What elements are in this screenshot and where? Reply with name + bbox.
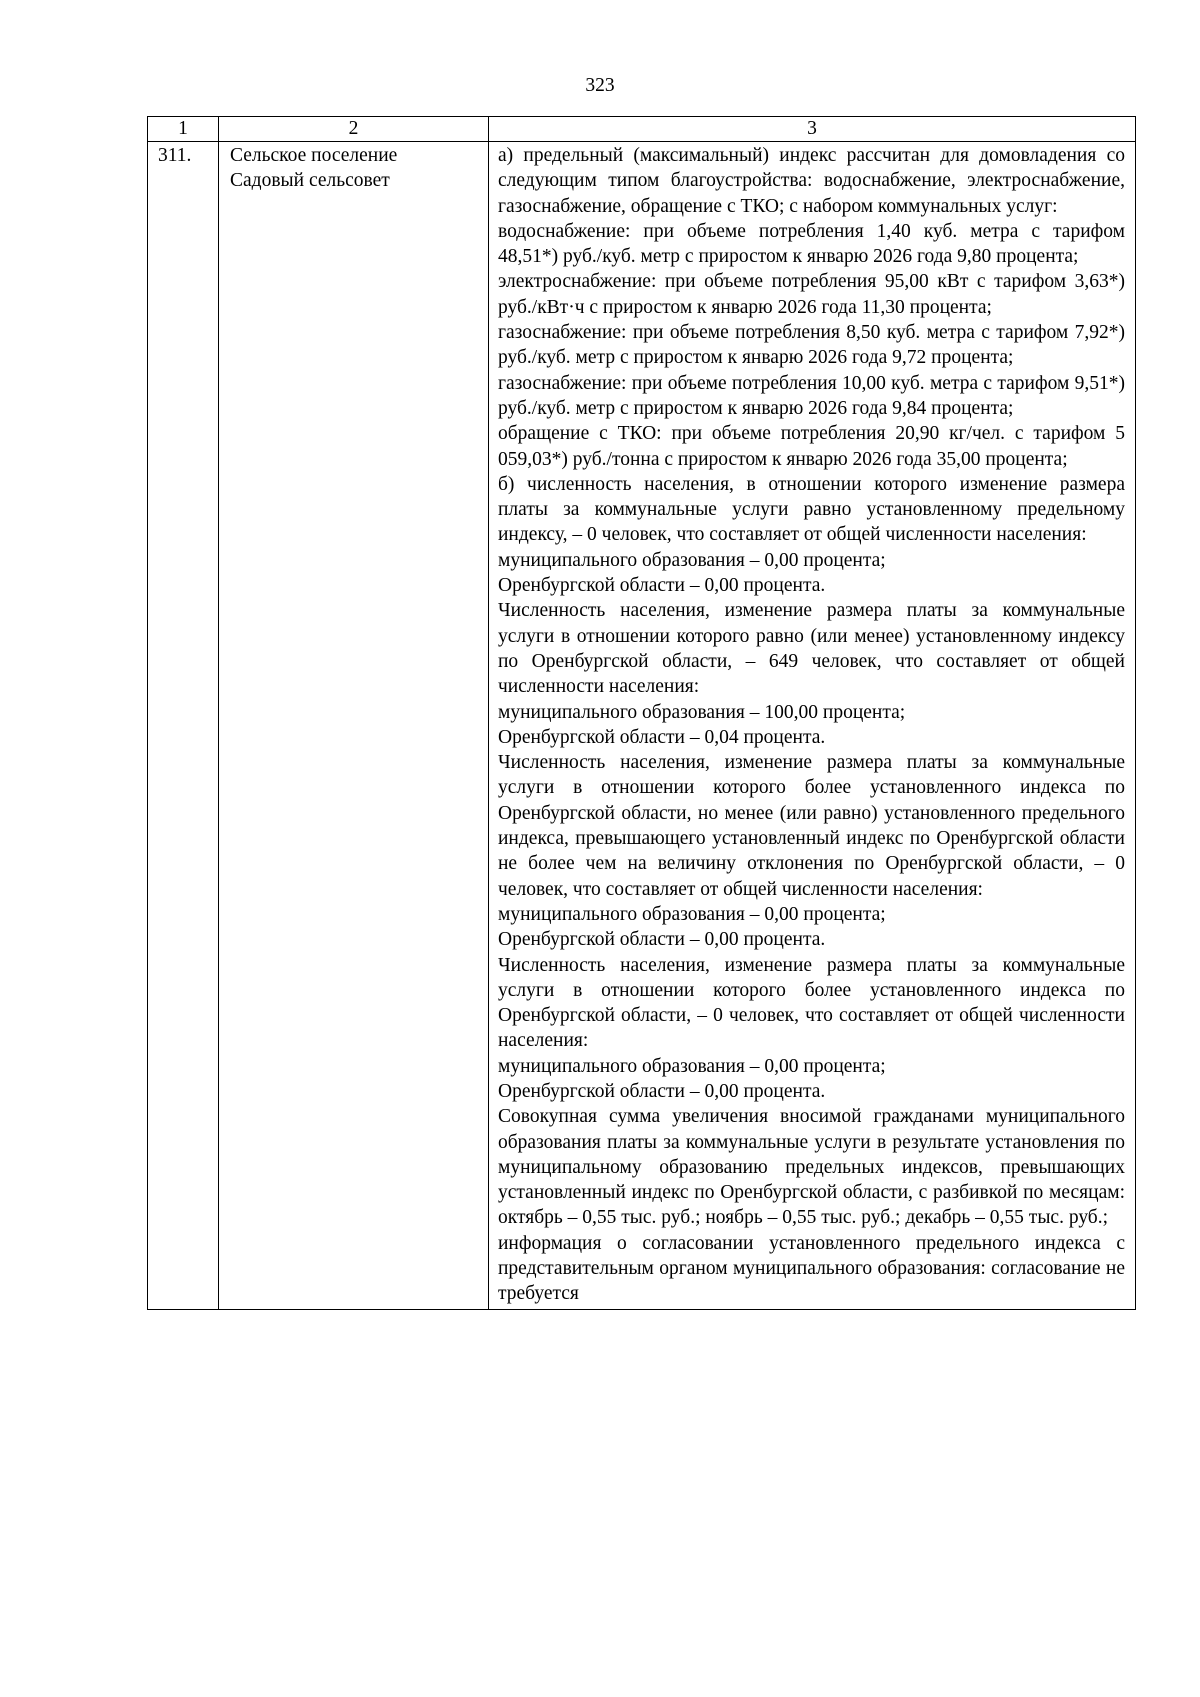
paragraph-share-municipality: муниципального образования – 0,00 процента; xyxy=(498,1055,886,1077)
paragraph-share-municipality: муниципального образования – 0,00 процента; xyxy=(498,903,886,925)
paragraph-waste-handling: обращение с ТКО: при объеме потребления 20,90 кг/чел. с тарифом 5 059,03*) руб./тонна с приростом к январю 2026 года 35,00 процента; xyxy=(498,423,1125,470)
paragraph-intro: а) предельный (максимальный) индекс рассчитан для домовладения со следующим типом благоустройства: водоснабжение, электроснабжение, газоснабжение, обращение с ТКО; с набором коммунальных услуг: xyxy=(498,145,1125,217)
paragraph-share-region: Оренбургской области – 0,00 процента. xyxy=(498,1080,826,1102)
paragraph-approval-info: информация о согласовании установленного предельного индекса с представительным органом муниципального образования: согласование не требуется xyxy=(498,1232,1125,1305)
header-col-1: 1 xyxy=(148,117,219,142)
municipality-name xyxy=(219,142,489,1310)
paragraph-population-equal: б) численность населения, в отношении которого изменение размера платы за коммунальные услуги равно установленному предельному индексу, – 0 человек, что составляет от общей численности населения: xyxy=(498,473,1125,546)
header-col-2: 2 xyxy=(219,117,489,142)
index-description xyxy=(489,142,1136,1310)
municipality-title: Садовый сельсовет xyxy=(230,170,390,192)
table-header-row xyxy=(148,117,1136,142)
paragraph-water-supply: водоснабжение: при объеме потребления 1,40 куб. метра с тарифом 48,51*) руб./куб. метр с приростом к январю 2026 года 9,80 процента; xyxy=(498,220,1125,268)
row-number: 311. xyxy=(148,142,219,1310)
paragraph-electricity-supply: электроснабжение: при объеме потребления 95,00 кВт с тарифом 3,63*) руб./кВт·ч с приростом к январю 2026 года 11,30 процента; xyxy=(498,271,1125,318)
paragraph-total-increase: Совокупная сумма увеличения вносимой гражданами муниципального образования платы за коммунальные услуги в результате установления по муниципальному образованию предельных индексов, превышающих установленный индекс по Оренбургской области, с разбивкой по месяцам: октябрь – 0,55 тыс. руб.; ноябрь – 0,55 тыс. руб.; декабрь – 0,55 тыс. руб.; xyxy=(498,1106,1125,1229)
index-table xyxy=(147,116,1136,1310)
paragraph-population-more: Численность населения, изменение размера платы за коммунальные услуги в отношении которого более установленного индекса по Оренбургской области, – 0 человек, что составляет от общей численности населения: xyxy=(498,954,1125,1052)
paragraph-share-region: Оренбургской области – 0,00 процента. xyxy=(498,929,826,951)
paragraph-gas-supply-1: газоснабжение: при объеме потребления 8,50 куб. метра с тарифом 7,92*) руб./куб. метр с приростом к январю 2026 года 9,72 процента; xyxy=(498,322,1125,369)
page-number: 323 xyxy=(585,75,615,96)
paragraph-share-region: Оренбургской области – 0,04 процента. xyxy=(498,726,826,748)
header-col-3: 3 xyxy=(489,117,1136,142)
paragraph-population-between: Численность населения, изменение размера платы за коммунальные услуги в отношении которого более установленного индекса по Оренбургской области, но менее (или равно) установленного предельного индекса, превышающего установленный индекс по Оренбургской области не более чем на величину отклонения по Оренбургской области, – 0 человек, что составляет от общей численности населения: xyxy=(498,752,1125,900)
paragraph-share-municipality: муниципального образования – 100,00 процента; xyxy=(498,701,906,723)
paragraph-population-less: Численность населения, изменение размера платы за коммунальные услуги в отношении которого равно (или менее) установленному индексу по Оренбургской области, – 649 человек, что составляет от общей численности населения: xyxy=(498,600,1125,698)
table-row xyxy=(148,142,1136,1310)
paragraph-gas-supply-2: газоснабжение: при объеме потребления 10,00 куб. метра с тарифом 9,51*) руб./куб. метр с приростом к январю 2026 года 9,84 процента; xyxy=(498,372,1125,419)
paragraph-share-region: Оренбургской области – 0,00 процента. xyxy=(498,575,826,597)
paragraph-share-municipality: муниципального образования – 0,00 процента; xyxy=(498,549,886,571)
municipality-type: Сельское поселение xyxy=(230,145,398,166)
